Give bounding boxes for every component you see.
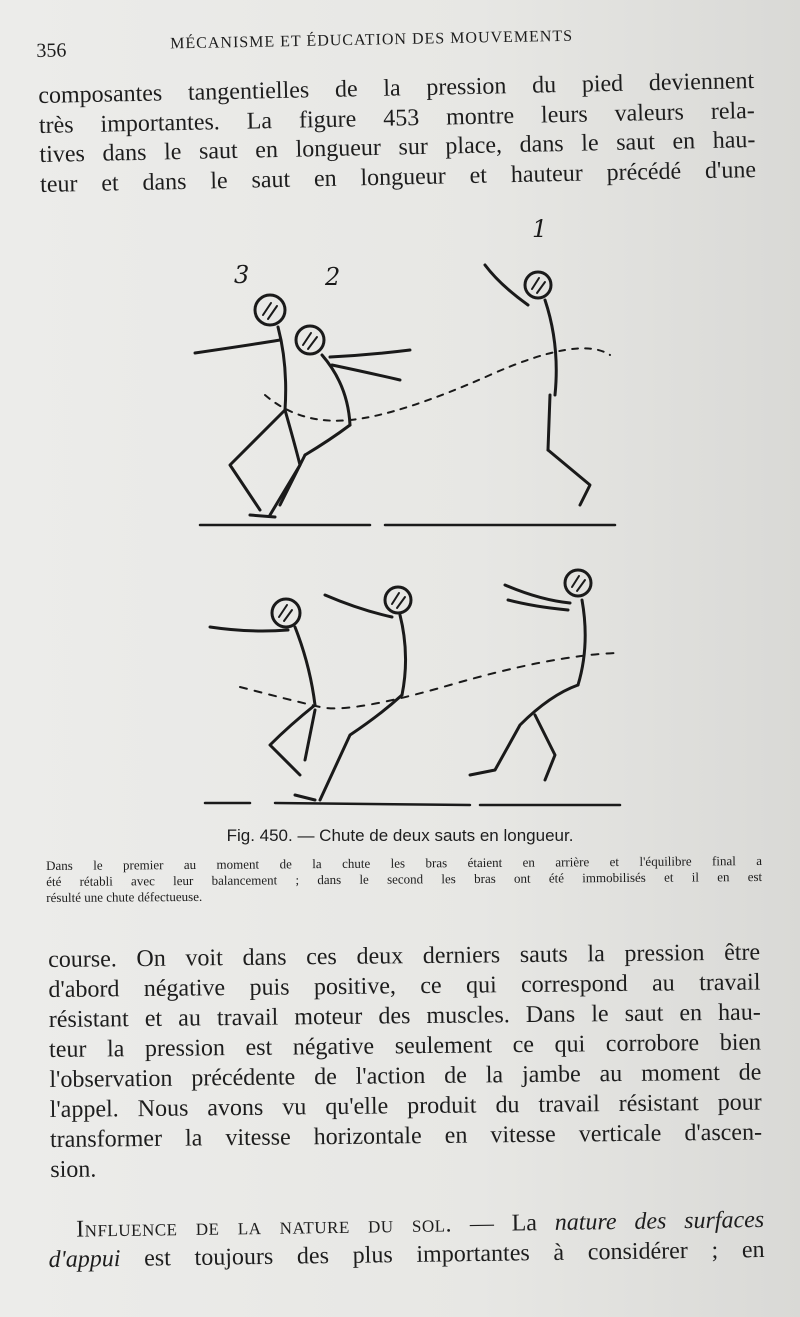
last-paragraph xyxy=(48,1205,765,1275)
legend-line: été rétabli avec leur balancement ; dans le second les bras ont été immobilisés et il en est xyxy=(46,869,763,889)
text-line: résistant et au travail moteur des muscles. Dans le saut en hau- xyxy=(48,999,761,1033)
text-line: très importantes. La figure 453 montre leurs valeurs rela- xyxy=(38,97,756,139)
head-icon xyxy=(272,599,300,627)
bottom-paragraph xyxy=(48,938,762,1185)
running-head xyxy=(36,20,756,62)
text-line: teur la pression est négative seulement ce qui corrobore bien xyxy=(48,1029,762,1063)
figure-1-stick-figure xyxy=(485,265,590,505)
head-icon xyxy=(296,326,324,354)
legend-line: Dans le premier au moment de la chute les bras étaient en arrière et l'équilibre final a xyxy=(46,853,763,873)
head-icon xyxy=(255,295,285,325)
figure-caption: Fig. 450. — Chute de deux sauts en longueur. xyxy=(226,826,574,845)
text-line: l'appel. Nous avons vu qu'elle produit du travail résistant pour xyxy=(49,1089,762,1123)
head-icon xyxy=(385,587,411,613)
text-line: sion. xyxy=(50,1156,97,1183)
figure-3-stick-figure xyxy=(195,295,300,517)
figure-legend xyxy=(46,853,762,906)
text-line: tives dans le saut en longueur sur place, dans le saut en hau- xyxy=(39,126,756,168)
text-line: composantes tangentielles de la pression du pied deviennent xyxy=(38,68,755,109)
figure-label-2: 2 xyxy=(325,263,341,291)
lower-jump-scene xyxy=(205,570,620,805)
head-icon xyxy=(525,272,551,298)
running-title: MÉCANISME ET ÉDUCATION DES MOUVEMENTS xyxy=(170,27,574,53)
jump-illustration xyxy=(170,215,640,815)
legend-line: résulté une chute défectueuse. xyxy=(46,888,203,905)
italic-term: nature des surfaces xyxy=(554,1207,765,1236)
page-number: 356 xyxy=(36,39,67,62)
lower-figure-middle xyxy=(320,587,411,800)
text-line: transformer la vitesse horizontale en vitesse verticale d'ascen- xyxy=(49,1119,763,1153)
section-heading: Influence de la nature du sol. xyxy=(76,1211,453,1243)
head-icon xyxy=(565,570,591,596)
text-line: d'abord négative puis positive, ce qui correspond au travail xyxy=(48,969,761,1003)
upper-trajectory xyxy=(265,348,610,420)
text-fragment: — La xyxy=(451,1209,555,1238)
top-paragraph xyxy=(38,67,756,200)
text-line: teur et dans le saut en longueur et hauteur précédé d'une xyxy=(39,156,757,198)
lower-trajectory xyxy=(240,653,615,708)
upper-jump-scene xyxy=(195,265,615,525)
figure-label-1: 1 xyxy=(532,215,548,243)
text-line: course. On voit dans ces deux derniers sauts la pression être xyxy=(48,939,761,973)
italic-term: d'appui xyxy=(48,1245,121,1273)
lower-figure-left xyxy=(210,599,315,800)
figure-label-3: 3 xyxy=(234,261,250,289)
text-line: l'observation précédente de l'action de la jambe au moment de xyxy=(49,1059,762,1093)
text-fragment: est toujours des plus importantes à considérer ; en xyxy=(120,1237,765,1272)
lower-ground-line xyxy=(275,803,470,805)
